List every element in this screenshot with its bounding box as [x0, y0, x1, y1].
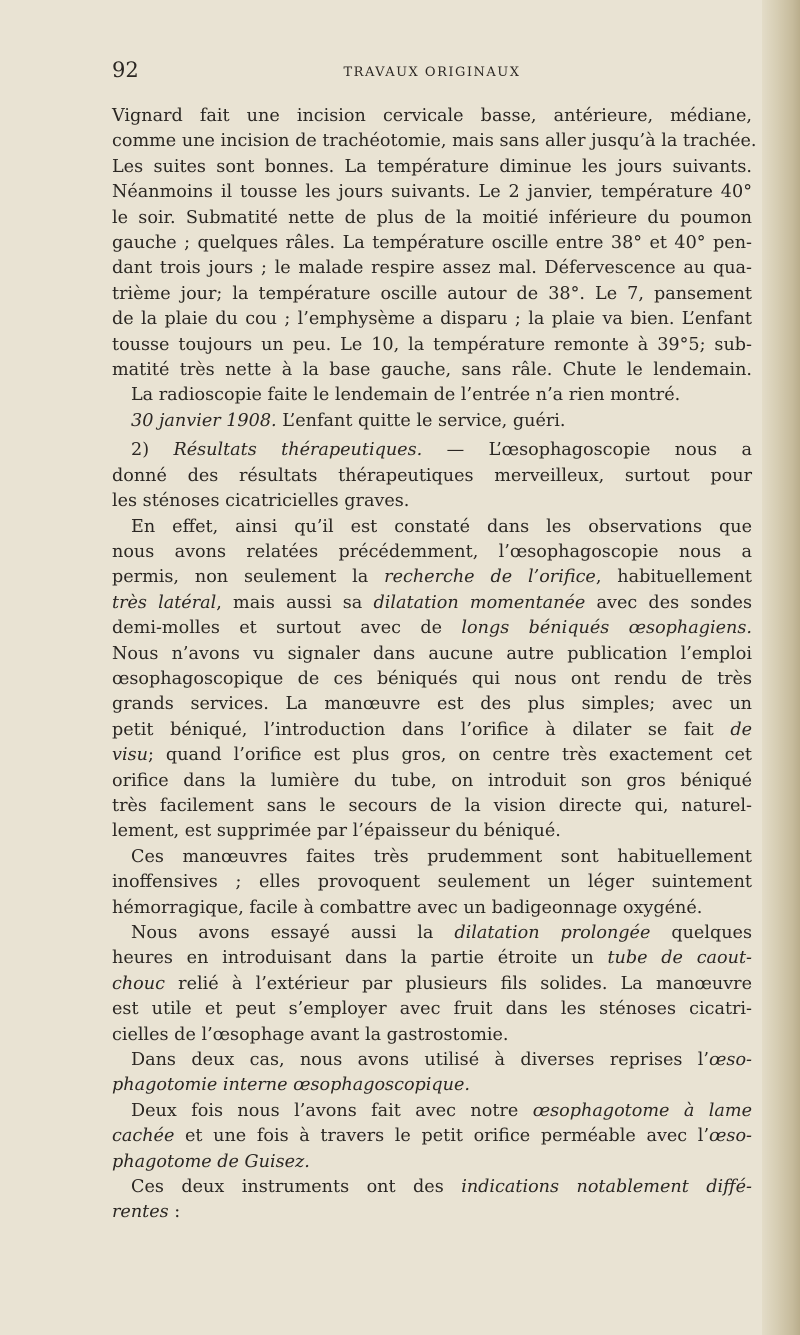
italic-span: dilatation prolongée	[454, 923, 651, 943]
page-number: 92	[112, 58, 139, 82]
text-span: heures en introduisant dans la partie étroite un	[112, 948, 608, 969]
text-span: de la plaie du cou ; l’emphysème a disparu ; la plaie va bien. L’enfant	[112, 309, 752, 330]
text-line	[112, 409, 752, 434]
text-line	[112, 489, 752, 514]
italic-span: dilatation momentanée	[373, 592, 586, 613]
text-line	[112, 1200, 752, 1225]
text-span: lement, est supprimée par l’épaisseur du béniqué.	[112, 821, 561, 842]
text-line	[112, 997, 752, 1022]
text-span: gauche ; quelques râles. La température oscille entre 38° et 40° pen-	[112, 233, 752, 254]
body-text	[112, 104, 757, 1226]
text-line	[112, 870, 752, 895]
text-span: hémorragique, facile à combattre avec un badigeonnage oxygéné.	[112, 897, 703, 918]
text-line	[112, 256, 752, 281]
text-line	[112, 1099, 752, 1124]
text-line	[112, 540, 752, 565]
text-line	[112, 104, 752, 129]
italic-span: œso-	[709, 1126, 752, 1147]
text-line	[112, 1150, 752, 1175]
text-span: inoffensives ; elles provoquent seulement un léger suintement	[112, 872, 752, 893]
text-span: le soir. Submatité nette de plus de la moitié inférieure du poumon	[112, 207, 752, 228]
text-line	[112, 667, 752, 692]
text-line	[112, 307, 752, 332]
text-span: nous avons relatées précédemment, l’œsophagoscopie nous a	[112, 541, 752, 562]
page-header	[112, 58, 752, 88]
running-title: TRAVAUX ORIGINAUX	[343, 65, 521, 80]
text-line	[112, 921, 752, 946]
text-span: L’enfant quitte le service, guéri.	[276, 410, 566, 431]
italic-span: cachée	[112, 1126, 175, 1147]
text-line	[112, 1073, 752, 1098]
text-line	[112, 819, 752, 844]
text-span: trième jour; la température oscille autour de 38°. Le 7, pansement	[112, 283, 752, 304]
text-span: En effet, ainsi qu’il est constaté dans les observations que	[131, 516, 752, 537]
text-line	[112, 794, 752, 819]
text-line	[112, 692, 752, 717]
text-span: avec des sondes	[585, 592, 752, 613]
text-line	[112, 155, 752, 180]
text-span: permis, non seulement la	[112, 567, 385, 588]
text-line	[112, 769, 752, 794]
italic-span: phagotomie interne œsophagoscopique.	[112, 1075, 471, 1096]
text-line	[112, 642, 752, 667]
text-span: relié à l’extérieur par plusieurs fils solides. La manœuvre	[164, 973, 752, 994]
page-edge	[762, 0, 800, 1335]
text-line	[112, 333, 752, 358]
text-line	[112, 129, 757, 154]
italic-span: chouc	[112, 973, 165, 994]
italic-span: très latéral	[112, 592, 217, 613]
text-span: Les suites sont bonnes. La température diminue les jours suivants.	[112, 156, 752, 177]
italic-span: œsophagotome à lame	[532, 1100, 752, 1121]
text-span: matité très nette à la base gauche, sans râle. Chute le lendemain.	[112, 360, 752, 381]
text-line	[112, 591, 752, 616]
text-line	[112, 718, 752, 743]
italic-span: visu	[112, 745, 148, 766]
text-line	[112, 845, 752, 870]
text-span: grands services. La manœuvre est des plus simples; avec un	[112, 694, 752, 715]
text-line	[112, 1023, 752, 1048]
text-line	[112, 282, 752, 307]
text-line	[112, 180, 752, 205]
text-line	[112, 438, 752, 463]
text-span: Vignard fait une incision cervicale basse, antérieure, médiane,	[112, 106, 752, 126]
text-span: :	[168, 1202, 181, 1223]
text-span: quelques	[650, 923, 752, 943]
text-span: Nous avons essayé aussi la	[131, 923, 455, 943]
text-line	[112, 231, 752, 256]
text-span: Ces deux instruments ont des	[131, 1177, 462, 1198]
text-span: 2)	[131, 440, 174, 461]
italic-span: tube de caout-	[607, 948, 752, 969]
text-span: Dans deux cas, nous avons utilisé à diverses reprises l’	[131, 1050, 710, 1071]
text-span: petit béniqué, l’introduction dans l’orifice à dilater se fait	[112, 719, 731, 740]
text-line	[112, 383, 752, 408]
text-span: tousse toujours un peu. Le 10, la température remonte à 39°5; sub-	[112, 334, 752, 355]
text-span: orifice dans la lumière du tube, on introduit son gros béniqué	[112, 770, 752, 791]
text-span: — L’œsophagoscopie nous a	[422, 440, 752, 461]
text-span: , habituellement	[595, 567, 752, 588]
text-line	[112, 972, 752, 997]
text-span: , mais aussi sa	[216, 592, 374, 613]
text-line	[112, 358, 752, 383]
italic-span: recherche de l’orifice	[384, 567, 596, 588]
text-span: est utile et peut s’employer avec fruit dans les sténoses cicatri-	[112, 999, 752, 1020]
text-span: demi-molles et surtout avec de	[112, 618, 462, 639]
italic-span: longs béniqués œsophagiens.	[461, 618, 752, 639]
text-span: Néanmoins il tousse les jours suivants. Le 2 janvier, température 40°	[112, 182, 752, 203]
italic-span: Résultats thérapeutiques.	[173, 440, 423, 461]
text-span: et une fois à travers le petit orifice perméable avec l’	[174, 1126, 710, 1147]
italic-span: indications notablement diffé-	[461, 1177, 752, 1198]
text-span: dant trois jours ; le malade respire assez mal. Défervescence au qua-	[112, 258, 752, 279]
text-span: très facilement sans le secours de la vision directe qui, naturel-	[112, 795, 752, 816]
text-line	[112, 1124, 752, 1149]
text-span: cielles de l’œsophage avant la gastrostomie.	[112, 1024, 509, 1045]
text-line	[112, 206, 752, 231]
text-line	[112, 1048, 752, 1073]
italic-span: de	[730, 719, 752, 740]
text-span: Deux fois nous l’avons fait avec notre	[131, 1100, 533, 1121]
text-span: les sténoses cicatricielles graves.	[112, 491, 410, 512]
text-line	[112, 743, 752, 768]
text-span: œsophagoscopique de ces béniqués qui nous ont rendu de très	[112, 668, 752, 689]
italic-span: œso-	[709, 1050, 752, 1071]
text-span: comme une incision de trachéotomie, mais sans aller jusqu’à la trachée.	[112, 131, 757, 152]
text-span: Nous n’avons vu signaler dans aucune autre publication l’emploi	[112, 643, 752, 664]
text-line	[112, 464, 752, 489]
text-span: donné des résultats thérapeutiques merveilleux, surtout pour	[112, 465, 752, 486]
text-line	[112, 896, 752, 921]
text-line	[112, 1175, 752, 1200]
text-line	[112, 515, 752, 540]
text-line	[112, 946, 752, 971]
italic-span: phagotome de Guisez.	[112, 1151, 310, 1172]
text-line	[112, 616, 752, 641]
text-line	[112, 565, 752, 590]
text-span: Ces manœuvres faites très prudemment sont habituellement	[131, 846, 752, 867]
italic-span: 30 janvier 1908.	[131, 410, 277, 431]
italic-span: rentes	[112, 1202, 169, 1223]
text-span: ; quand l’orifice est plus gros, on centre très exactement cet	[147, 745, 752, 766]
text-span: La radioscopie faite le lendemain de l’entrée n’a rien montré.	[131, 385, 681, 406]
